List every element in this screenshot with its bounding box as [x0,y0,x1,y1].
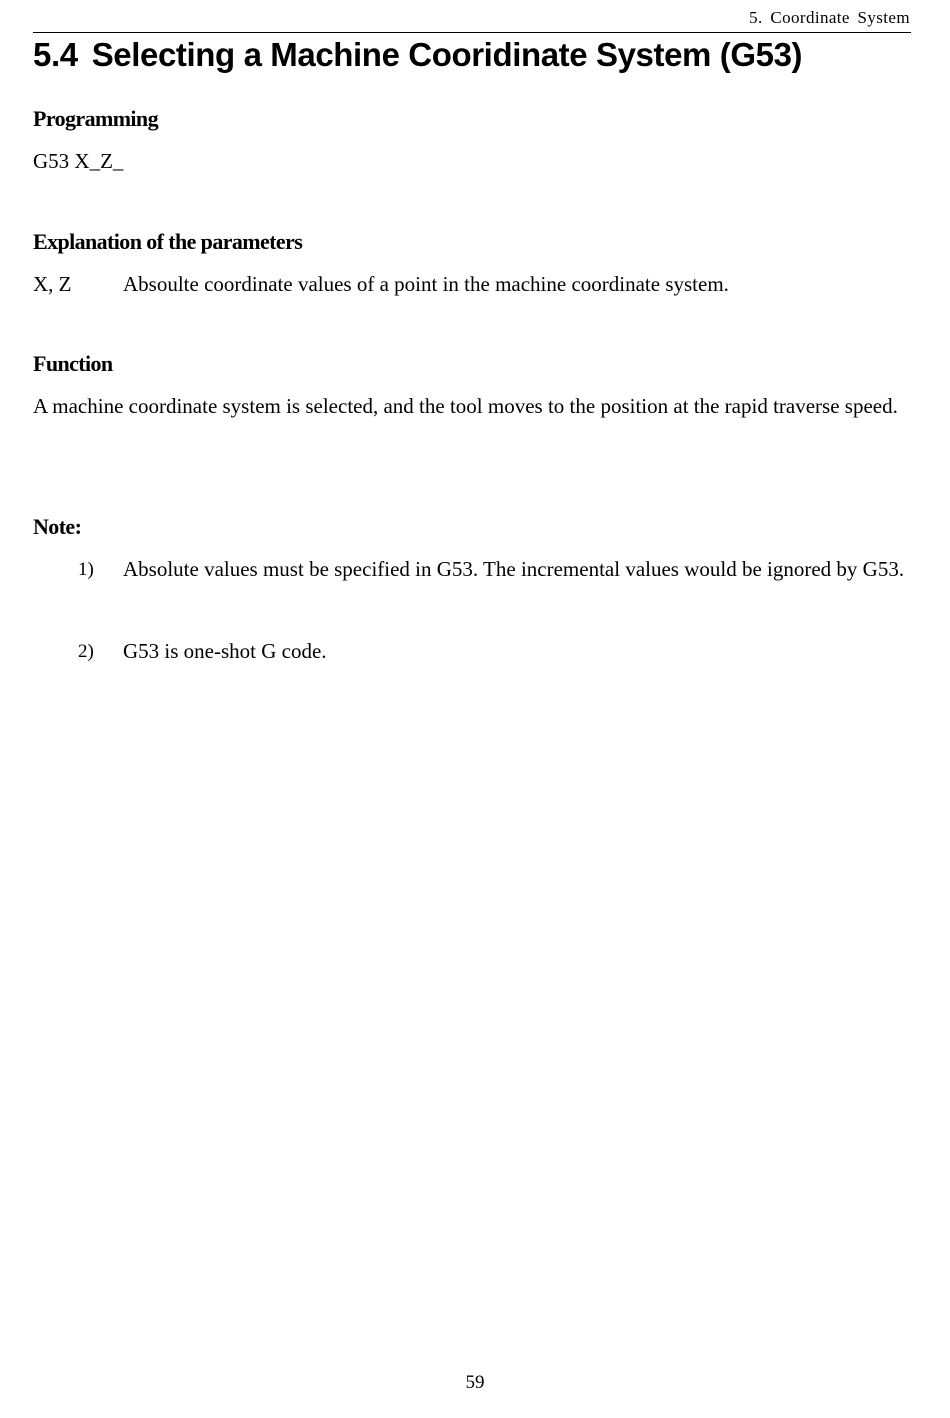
note-text: G53 is one-shot G code. [123,639,327,663]
parameter-name: X, Z [33,272,72,296]
section-number: 5.4 [33,36,78,73]
note-heading: Note: [33,514,82,539]
note-marker: 1) [78,559,94,580]
section-title [33,36,802,74]
function-text: A machine coordinate system is selected, and the tool moves to the position at the rapid traverse speed. [33,394,898,418]
page-number: 59 [465,1372,485,1393]
running-header-text: 5. Coordinate System [749,8,910,27]
function-heading: Function [33,351,113,376]
programming-syntax: G53 X_Z_ [33,149,124,173]
parameter-description: Absoulte coordinate values of a point in the machine coordinate system. [123,272,729,296]
note-marker: 2) [78,641,94,662]
parameters-heading: Explanation of the parameters [33,229,303,254]
programming-heading: Programming [33,106,158,131]
note-text: Absolute values must be specified in G53. The incremental values would be ignored by G53. [123,557,905,581]
section-title-text: Selecting a Machine Cooridinate System (G53) [91,36,803,73]
running-header [33,8,911,33]
